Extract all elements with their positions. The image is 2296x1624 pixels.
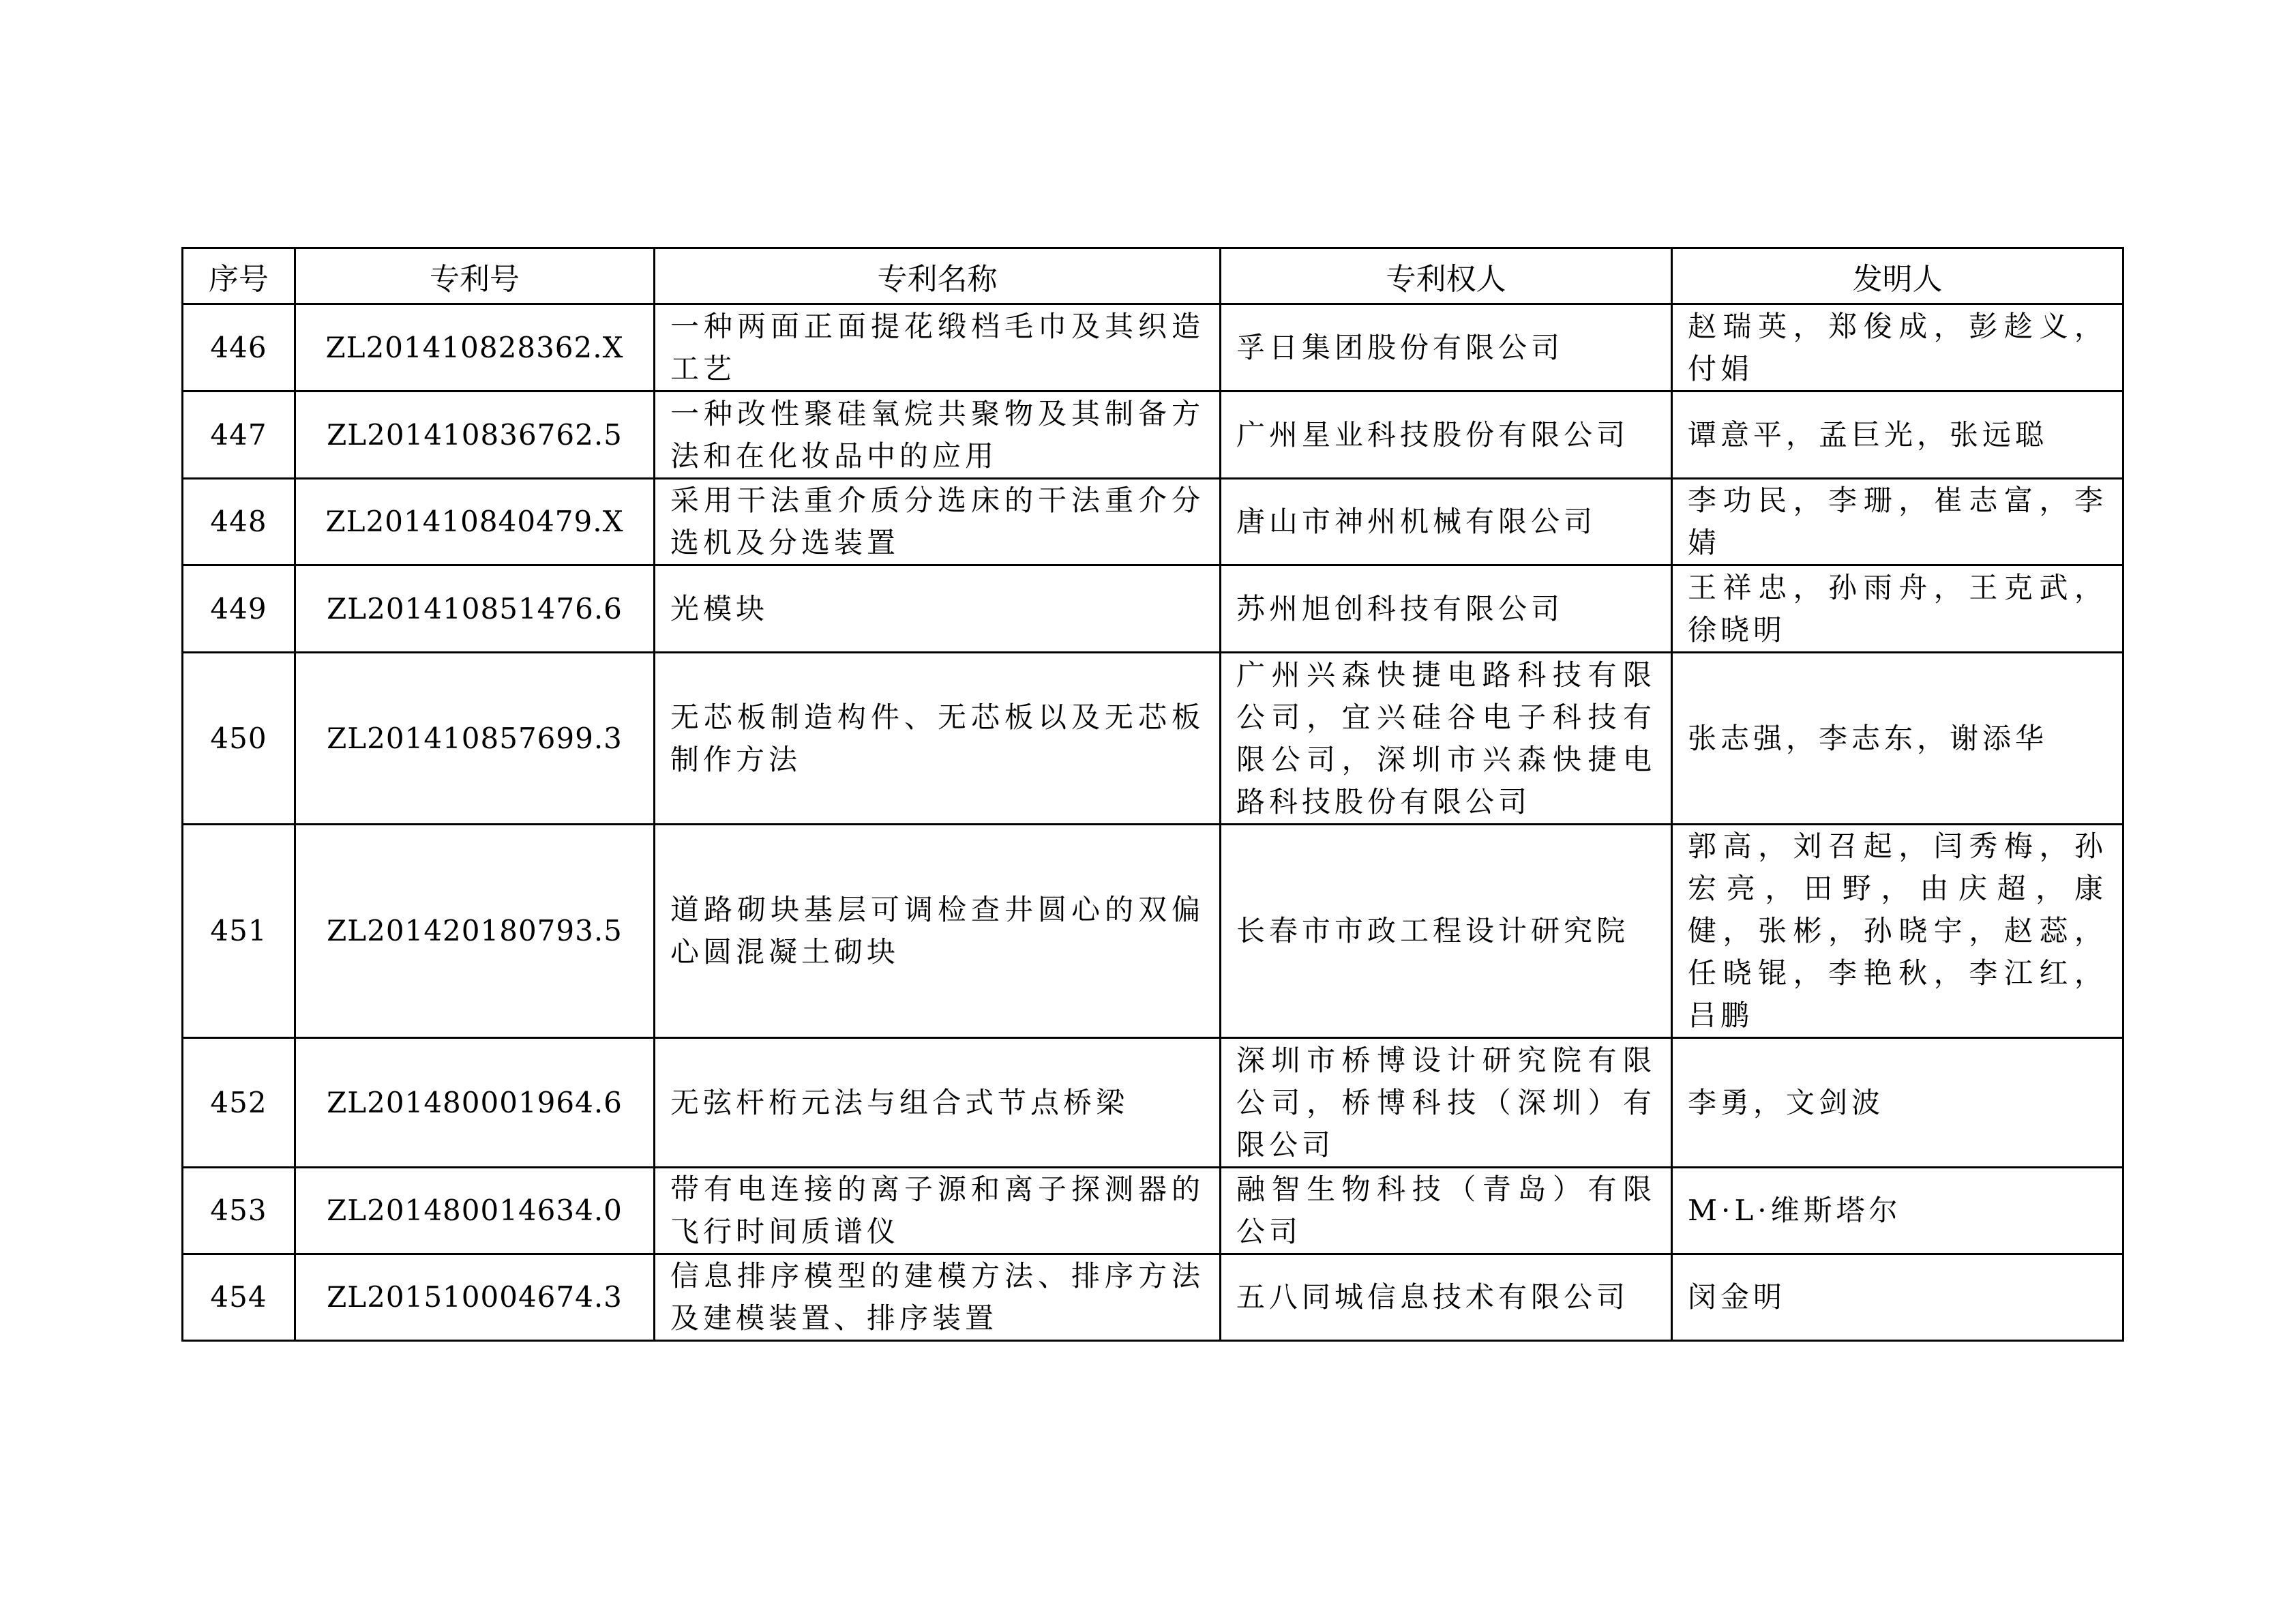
cell-patent-name: 带有电连接的离子源和离子探测器的飞行时间质谱仪 — [655, 1168, 1221, 1254]
table-row — [183, 1254, 2123, 1341]
header-row — [183, 248, 2123, 304]
cell-holder: 长春市市政工程设计研究院 — [1221, 825, 1672, 1038]
cell-patent-no: ZL201410828362.X — [295, 304, 655, 392]
cell-patent-name: 道路砌块基层可调检查井圆心的双偏心圆混凝土砌块 — [655, 825, 1221, 1038]
cell-seq: 449 — [183, 565, 295, 653]
cell-patent-no: ZL201480001964.6 — [295, 1038, 655, 1168]
cell-inventors: 郭高，刘召起，闫秀梅，孙宏亮，田野，由庆超，康健，张彬，孙晓宇，赵蕊，任晓锟，李艳秋，李江红，吕鹏 — [1672, 825, 2123, 1038]
cell-seq: 454 — [183, 1254, 295, 1341]
cell-patent-name: 无芯板制造构件、无芯板以及无芯板制作方法 — [655, 653, 1221, 825]
cell-inventors: 李勇，文剑波 — [1672, 1038, 2123, 1168]
cell-patent-no: ZL201410840479.X — [295, 479, 655, 565]
header-seq: 序号 — [183, 248, 295, 304]
table-row — [183, 653, 2123, 825]
cell-patent-name: 一种改性聚硅氧烷共聚物及其制备方法和在化妆品中的应用 — [655, 392, 1221, 479]
table-row — [183, 392, 2123, 479]
cell-holder: 苏州旭创科技有限公司 — [1221, 565, 1672, 653]
header-patent-no: 专利号 — [295, 248, 655, 304]
cell-inventors: 王祥忠，孙雨舟，王克武，徐晓明 — [1672, 565, 2123, 653]
cell-patent-no: ZL201410836762.5 — [295, 392, 655, 479]
cell-patent-no: ZL201510004674.3 — [295, 1254, 655, 1341]
cell-inventors: 张志强，李志东，谢添华 — [1672, 653, 2123, 825]
table-row — [183, 825, 2123, 1038]
cell-holder: 孚日集团股份有限公司 — [1221, 304, 1672, 392]
cell-seq: 448 — [183, 479, 295, 565]
cell-holder: 深圳市桥博设计研究院有限公司，桥博科技（深圳）有限公司 — [1221, 1038, 1672, 1168]
header-patent-name: 专利名称 — [655, 248, 1221, 304]
cell-patent-name: 信息排序模型的建模方法、排序方法及建模装置、排序装置 — [655, 1254, 1221, 1341]
cell-patent-no: ZL201480014634.0 — [295, 1168, 655, 1254]
table-row — [183, 304, 2123, 392]
cell-inventors: 谭意平，孟巨光，张远聪 — [1672, 392, 2123, 479]
cell-patent-name: 无弦杆桁元法与组合式节点桥梁 — [655, 1038, 1221, 1168]
header-holder: 专利权人 — [1221, 248, 1672, 304]
table-row — [183, 479, 2123, 565]
patent-table — [181, 247, 2124, 1342]
cell-seq: 446 — [183, 304, 295, 392]
cell-inventors: 赵瑞英，郑俊成，彭趁义，付娟 — [1672, 304, 2123, 392]
cell-seq: 453 — [183, 1168, 295, 1254]
table-row — [183, 1038, 2123, 1168]
cell-inventors: M·L·维斯塔尔 — [1672, 1168, 2123, 1254]
cell-patent-name: 一种两面正面提花缎档毛巾及其织造工艺 — [655, 304, 1221, 392]
cell-inventors: 李功民，李珊，崔志富，李婧 — [1672, 479, 2123, 565]
cell-patent-no: ZL201420180793.5 — [295, 825, 655, 1038]
cell-holder: 广州星业科技股份有限公司 — [1221, 392, 1672, 479]
cell-holder: 广州兴森快捷电路科技有限公司，宜兴硅谷电子科技有限公司，深圳市兴森快捷电路科技股份有限公司 — [1221, 653, 1672, 825]
cell-seq: 452 — [183, 1038, 295, 1168]
table-row — [183, 1168, 2123, 1254]
cell-seq: 447 — [183, 392, 295, 479]
cell-holder: 融智生物科技（青岛）有限公司 — [1221, 1168, 1672, 1254]
cell-seq: 451 — [183, 825, 295, 1038]
cell-patent-name: 光模块 — [655, 565, 1221, 653]
patent-table-sheet — [181, 247, 2122, 1342]
cell-patent-name: 采用干法重介质分选床的干法重介分选机及分选装置 — [655, 479, 1221, 565]
cell-patent-no: ZL201410857699.3 — [295, 653, 655, 825]
cell-inventors: 闵金明 — [1672, 1254, 2123, 1341]
table-row — [183, 565, 2123, 653]
cell-patent-no: ZL201410851476.6 — [295, 565, 655, 653]
header-inventors: 发明人 — [1672, 248, 2123, 304]
cell-holder: 唐山市神州机械有限公司 — [1221, 479, 1672, 565]
cell-seq: 450 — [183, 653, 295, 825]
cell-holder: 五八同城信息技术有限公司 — [1221, 1254, 1672, 1341]
